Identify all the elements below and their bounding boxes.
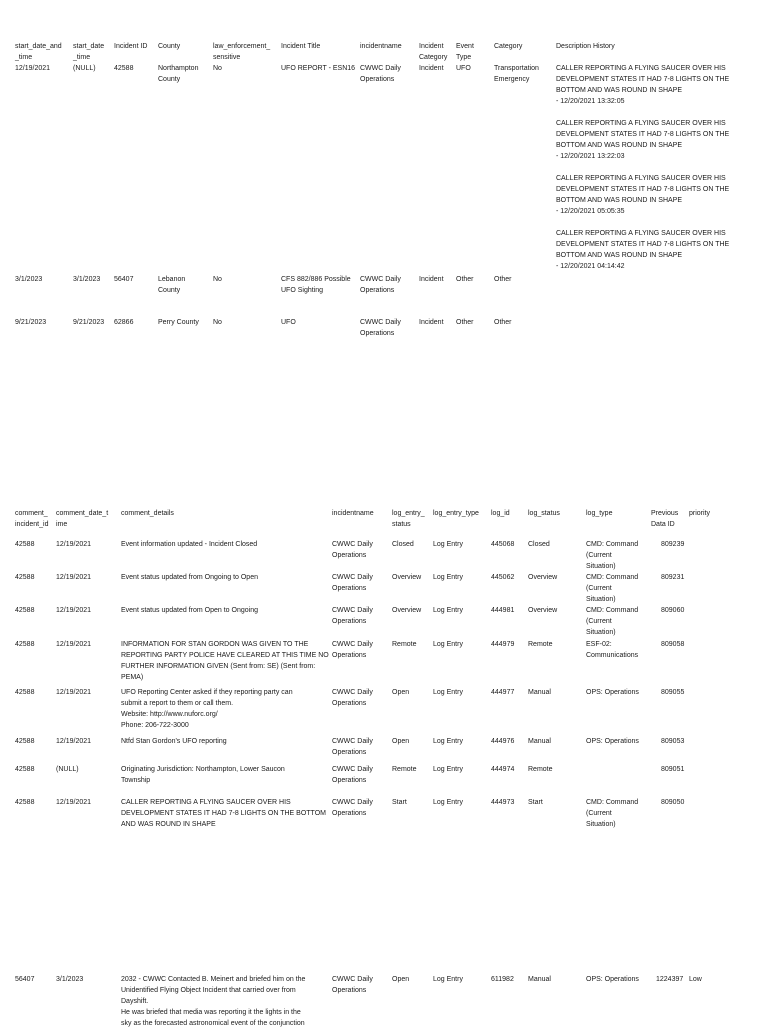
cell-previous-data-id: 1224397 [656,976,684,983]
cell-log-id: 444973 [491,799,515,806]
cell-comment-incident-id: 42588 [15,641,35,648]
cell-log-id: 444979 [491,641,515,648]
header-comment-date-time: comment_date_t ime [56,510,109,528]
cell-comment-details: Originating Jurisdiction: Northampton, Lower Saucon Township [121,766,285,784]
header-log-status: log_status [528,510,560,517]
header-priority: priority [689,510,711,517]
cell-log-entry-status: Start [392,799,407,806]
cell-log-id: 611982 [491,976,514,983]
cell-log-entry-type: Log Entry [433,799,463,806]
cell-incidentname: CWWC Daily Operations [332,574,373,592]
cell-incidentname: CWWC Daily Operations [360,65,401,83]
cell-incident-id: 62866 [114,319,134,326]
cell-previous-data-id: 809239 [661,541,685,548]
cell-event-type: Other [456,319,474,326]
cell-comment-date-time: 12/19/2021 [56,799,92,806]
cell-log-type: OPS: Operations [586,738,639,745]
cell-log-status: Remote [528,766,553,773]
cell-comment-date-time: 12/19/2021 [56,607,92,614]
cell-log-type: OPS: Operations [586,689,639,696]
cell-category: Transportation Emergency [494,65,539,83]
cell-comment-date-time: 12/19/2021 [56,574,92,581]
cell-description-entry: CALLER REPORTING A FLYING SAUCER OVER HIS DEVELOPMENT STATES IT HAD 7-8 LIGHTS ON THE BOTTOM AND WAS ROUND IN SHAPE - 12/20/2021 13:22:03 [556,120,730,160]
cell-event-type: UFO [456,65,471,72]
cell-log-entry-status: Overview [392,607,422,614]
cell-comment-incident-id: 42588 [15,766,35,773]
cell-incident-id: 42588 [114,65,134,72]
cell-log-id: 445062 [491,574,515,581]
cell-log-status: Remote [528,641,553,648]
cell-log-entry-status: Remote [392,641,417,648]
cell-log-entry-type: Log Entry [433,766,463,773]
cell-log-entry-type: Log Entry [433,689,463,696]
cell-log-entry-type: Log Entry [433,976,463,983]
cell-log-entry-status: Closed [392,541,414,548]
cell-log-type: CMD: Command (Current Situation) [586,541,639,570]
header-comment-details: comment_details [121,510,174,517]
cell-comment-date-time: 3/1/2023 [56,976,84,983]
cell-previous-data-id: 809051 [661,766,685,773]
header-start-date: start_date_and _time [15,43,62,61]
cell-log-entry-type: Log Entry [433,607,463,614]
header-incidentname: incidentname [332,510,374,517]
header-incident-category: Incident Category [419,43,448,61]
cell-incidentname: CWWC Daily Operations [332,541,373,559]
cell-log-status: Manual [528,738,551,745]
cell-incident-category: Incident [419,276,444,283]
cell-county: Northampton County [158,65,199,83]
header-incidentname: incidentname [360,43,402,50]
cell-log-status: Manual [528,689,551,696]
cell-incident-category: Incident [419,319,444,326]
header-log-entry-type: log_entry_type [433,510,479,517]
cell-incidentname: CWWC Daily Operations [332,689,373,707]
cell-log-id: 445068 [491,541,515,548]
cell-comment-details: CALLER REPORTING A FLYING SAUCER OVER HIS DEVELOPMENT STATES IT HAD 7-8 LIGHTS ON THE BOTTOM AND WAS ROUND IN SHAPE [121,799,326,828]
cell-comment-incident-id: 42588 [15,799,35,806]
cell-comment-date-time: 12/19/2021 [56,641,92,648]
cell-start-date-time: 9/21/2023 [73,319,105,326]
header-event-type: Event Type [456,43,474,61]
cell-comment-details: Event status updated from Open to Ongoing [121,607,258,614]
header-comment-incident-id: comment_ incident_id [15,510,49,528]
cell-comment-details: INFORMATION FOR STAN GORDON WAS GIVEN TO THE REPORTING PARTY POLICE HAVE CLEARED AT THIS TIME NO FURTHER INFORMATION GIVEN (Sent from: SE) (Sent from: PEMA) [121,641,329,681]
cell-comment-date-time: 12/19/2021 [56,738,92,745]
cell-log-id: 444976 [491,738,515,745]
header-start-date-time: start_date _time [73,43,105,61]
cell-comment-date-time: 12/19/2021 [56,689,92,696]
cell-log-type: CMD: Command (Current Situation) [586,574,639,603]
cell-log-status: Start [528,799,543,806]
cell-start-date-time: 3/1/2023 [73,276,101,283]
header-description-history: Description History [556,43,615,50]
cell-comment-incident-id: 42588 [15,689,35,696]
cell-previous-data-id: 809050 [661,799,685,806]
cell-description-entry: CALLER REPORTING A FLYING SAUCER OVER HIS DEVELOPMENT STATES IT HAD 7-8 LIGHTS ON THE BOTTOM AND WAS ROUND IN SHAPE - 12/20/2021 13:32:05 [556,65,730,105]
cell-log-entry-type: Log Entry [433,641,463,648]
cell-comment-date-time: (NULL) [56,766,79,773]
header-county: County [158,43,181,50]
cell-county: Lebanon County [158,276,186,294]
cell-category: Other [494,319,512,326]
cell-comment-details: Ntfd Stan Gordon's UFO reporting [121,738,227,745]
cell-incident-category: Incident [419,65,444,72]
header-incident-title: Incident Title [281,43,321,50]
header-category: Category [494,43,523,50]
cell-incident-title: CFS 882/886 Possible UFO Sighting [281,276,351,294]
cell-start-date: 9/21/2023 [15,319,47,326]
cell-log-entry-status: Open [392,976,410,983]
cell-comment-incident-id: 42588 [15,738,35,745]
cell-law-enforcement: No [213,276,222,283]
cell-incident-title: UFO [281,319,296,326]
cell-comment-incident-id: 42588 [15,574,35,581]
header-log-id: log_id [491,510,510,517]
cell-incident-title: UFO REPORT - ESN16 [281,65,356,72]
cell-log-status: Closed [528,541,550,548]
cell-event-type: Other [456,276,474,283]
cell-log-entry-type: Log Entry [433,574,463,581]
cell-category: Other [494,276,512,283]
cell-log-type: ESF-02: Communications [586,641,639,659]
cell-description-entry: CALLER REPORTING A FLYING SAUCER OVER HIS DEVELOPMENT STATES IT HAD 7-8 LIGHTS ON THE BOTTOM AND WAS ROUND IN SHAPE - 12/20/2021 05:05:35 [556,175,730,215]
cell-description-entry: CALLER REPORTING A FLYING SAUCER OVER HIS DEVELOPMENT STATES IT HAD 7-8 LIGHTS ON THE BOTTOM AND WAS ROUND IN SHAPE - 12/20/2021 04:14:42 [556,230,730,270]
cell-log-status: Overview [528,574,558,581]
header-incident-id: Incident ID [114,43,148,50]
cell-start-date: 3/1/2023 [15,276,43,283]
cell-comment-date-time: 12/19/2021 [56,541,92,548]
cell-county: Perry County [158,319,199,326]
cell-log-status: Overview [528,607,558,614]
cell-incidentname: CWWC Daily Operations [332,766,373,784]
cell-incident-id: 56407 [114,276,134,283]
cell-priority: Low [689,976,702,983]
cell-previous-data-id: 809058 [661,641,685,648]
cell-previous-data-id: 809055 [661,689,685,696]
cell-log-type: CMD: Command (Current Situation) [586,799,639,828]
header-log-type: log_type [586,510,613,517]
cell-comment-details: Event information updated - Incident Closed [121,541,258,548]
cell-law-enforcement: No [213,65,222,72]
cell-log-type: CMD: Command (Current Situation) [586,607,639,636]
cell-comment-details: Event status updated from Ongoing to Open [121,574,258,581]
cell-log-entry-status: Open [392,689,410,696]
cell-comment-incident-id: 56407 [15,976,35,983]
cell-log-entry-status: Overview [392,574,422,581]
cell-log-status: Manual [528,976,551,983]
cell-incidentname: CWWC Daily Operations [360,276,401,294]
cell-comment-incident-id: 42588 [15,541,35,548]
cell-incidentname: CWWC Daily Operations [332,799,373,817]
cell-log-entry-type: Log Entry [433,541,463,548]
cell-incidentname: CWWC Daily Operations [332,641,373,659]
cell-log-entry-type: Log Entry [433,738,463,745]
cell-comment-details: UFO Reporting Center asked if they reporting party can submit a report to them or call them. Website: http://www.nuforc.org/ Phone: 206-722-3000 [121,689,293,729]
header-law-enforcement: law_enforcement_ sensitive [213,43,271,61]
cell-incidentname: CWWC Daily Operations [360,319,401,337]
cell-comment-details: 2032 - CWWC Contacted B. Meinert and briefed him on the Unidentified Flying Object Incident that carried over from Dayshift. He was briefed that media was reporting it the lights in the sky as the forecasted astronomical event of the conjunction [121,976,306,1027]
cell-log-entry-status: Remote [392,766,417,773]
cell-incidentname: CWWC Daily Operations [332,976,373,994]
cell-incidentname: CWWC Daily Operations [332,738,373,756]
cell-log-type: OPS: Operations [586,976,639,983]
cell-incidentname: CWWC Daily Operations [332,607,373,625]
cell-start-date: 12/19/2021 [15,65,51,72]
cell-law-enforcement: No [213,319,222,326]
header-log-entry-status: log_entry_ status [392,510,425,528]
header-previous-data-id: Previous Data ID [651,510,679,528]
cell-comment-incident-id: 42588 [15,607,35,614]
cell-previous-data-id: 809231 [661,574,685,581]
cell-previous-data-id: 809060 [661,607,685,614]
cell-log-id: 444977 [491,689,515,696]
cell-start-date-time: (NULL) [73,65,96,72]
cell-log-id: 444981 [491,607,515,614]
cell-log-entry-status: Open [392,738,410,745]
cell-log-id: 444974 [491,766,515,773]
cell-previous-data-id: 809053 [661,738,685,745]
